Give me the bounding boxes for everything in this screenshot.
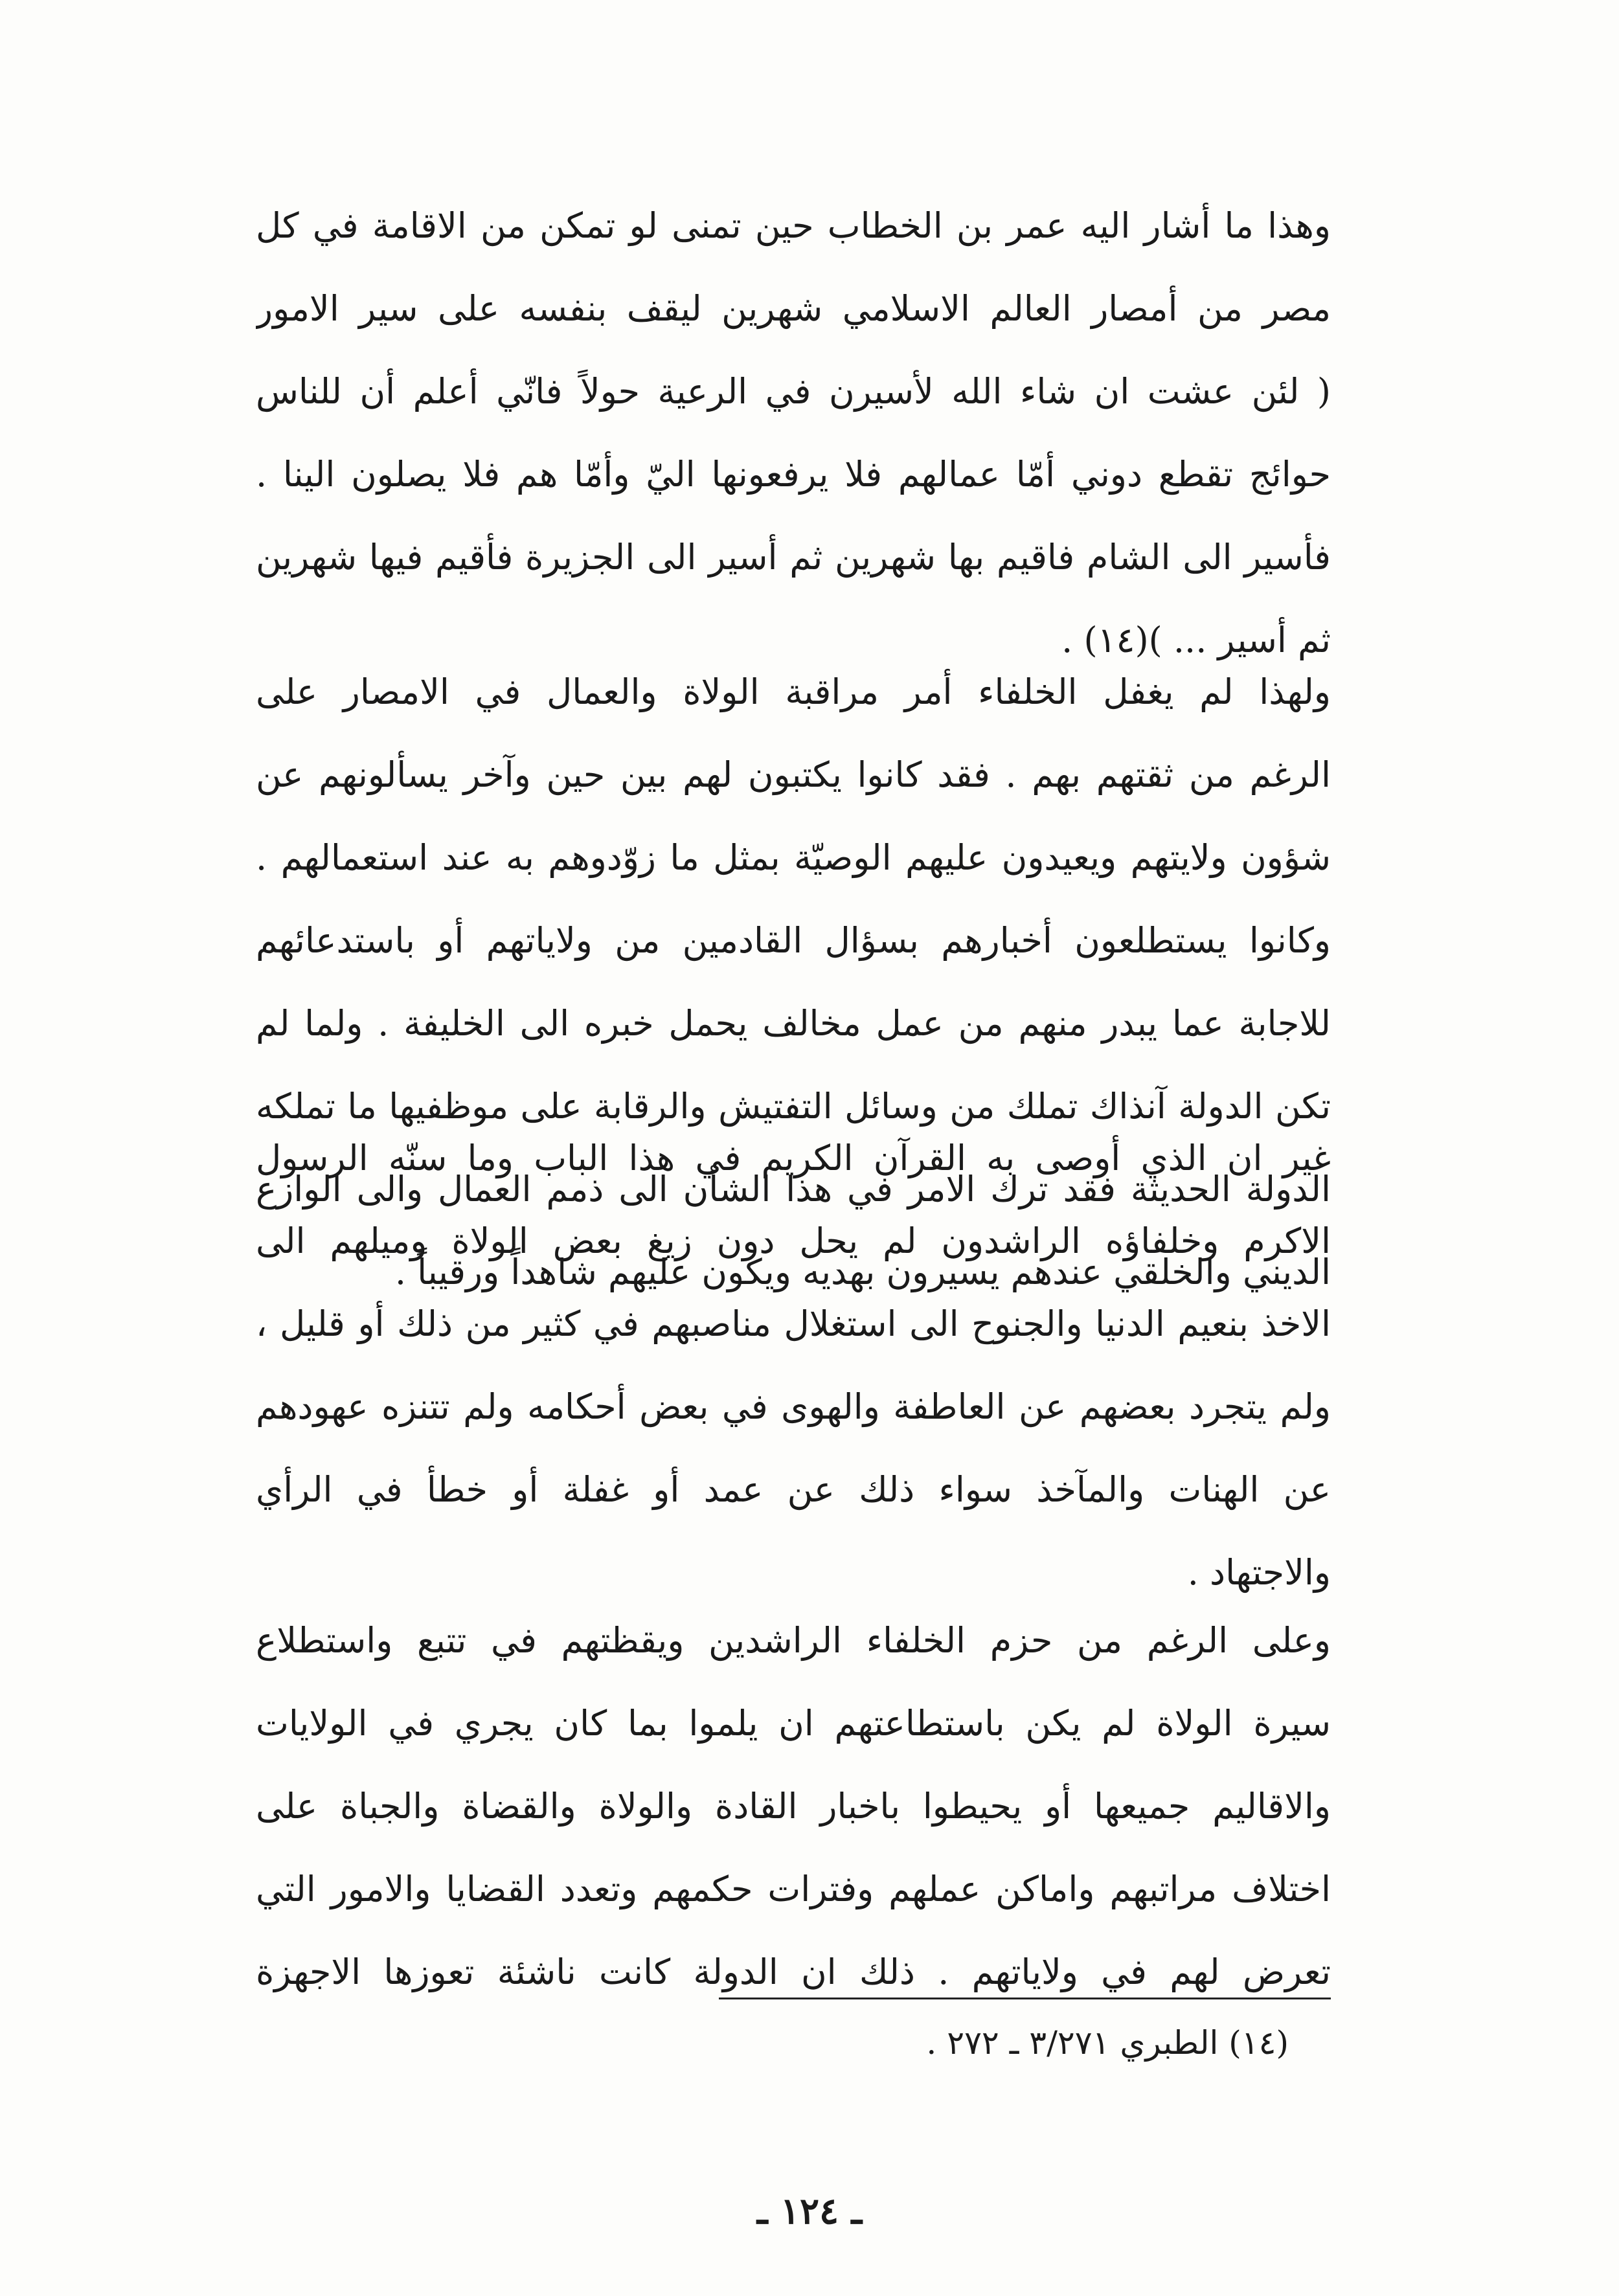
text-line: اختلاف مراتبهم واماكن عملهم وفترات حكمهم وتعدد القضايا والامور التي [256,1869,1331,1909]
text-line: الاكرم وخلفاؤه الراشدون لم يحل دون زيغ بعض الولاة وميلهم الى [256,1221,1331,1261]
paragraph-1 [256,185,1331,682]
text-line: الرغم من ثقتهم بهم . فقد كانوا يكتبون لهم بين حين وآخر يسألونهم عن [256,754,1331,795]
text-line: غير ان الذي أوصى به القرآن الكريم في هذا الباب وما سنّه الرسول [256,1138,1331,1178]
text-line: حوائج تقطع دوني أمّا عمالهم فلا يرفعونها اليّ وأمّا هم فلا يصلون الينا . [256,454,1331,495]
text-line: تعرض لهم في ولاياتهم . ذلك ان الدولة كانت ناشئة تعوزها الاجهزة [256,1952,1331,1992]
text-line: والاقاليم جميعها أو يحيطوا باخبار القادة والولاة والقضاة والجباة على [256,1786,1331,1827]
paragraph-4 [256,1599,1331,2014]
paragraph-3 [256,1117,1331,1614]
text-line: ولم يتجرد بعضهم عن العاطفة والهوى في بعض أحكامه ولم تتنزه عهودهم [256,1386,1331,1427]
text-line: وكانوا يستطلعون أخبارهم بسؤال القادمين من ولاياتهم أو باستدعائهم [256,920,1331,961]
text-line: عن الهنات والمآخذ سواء ذلك عن عمد أو غفلة أو خطأ في الرأي [256,1469,1331,1510]
text-line: الاخذ بنعيم الدنيا والجنوح الى استغلال مناصبهم في كثير من ذلك أو قليل ، [256,1303,1331,1344]
text-line: الديني والخلقي عندهم يسيرون بهديه ويكون عليهم شاهداً ورقيباً . [394,1252,1331,1292]
footnote-divider [719,1998,1331,1999]
text-line: والاجتهاد . [1187,1552,1331,1593]
footnote: (١٤) الطبري ٣/٢٧١ ـ ٢٧٢ . [926,2024,1289,2062]
text-line: سيرة الولاة لم يكن باستطاعتهم ان يلموا بما كان يجري في الولايات [256,1703,1331,1744]
text-line: ثم أسير ... )(١٤) . [1061,620,1331,660]
text-line: ( لئن عشت ان شاء الله لأسيرن في الرعية حولاً فانّي أعلم أن للناس [256,371,1331,412]
text-line: وهذا ما أشار اليه عمر بن الخطاب حين تمنى لو تمكن من الاقامة في كل [256,205,1331,246]
text-line: الدولة الحديثة فقد ترك الامر في هذا الشأن الى ذمم العمال والى الوازع [256,1169,1331,1210]
text-line: مصر من أمصار العالم الاسلامي شهرين ليقف بنفسه على سير الامور [256,288,1331,329]
text-line: ولهذا لم يغفل الخلفاء أمر مراقبة الولاة والعمال في الامصار على [256,671,1331,712]
text-line: تكن الدولة آنذاك تملك من وسائل التفتيش والرقابة على موظفيها ما تملكه [256,1086,1331,1127]
text-line: شؤون ولايتهم ويعيدون عليهم الوصيّة بمثل ما زوّدوهم به عند استعمالهم . [256,837,1331,878]
text-line: فأسير الى الشام فاقيم بها شهرين ثم أسير الى الجزيرة فأقيم فيها شهرين [256,537,1331,578]
page-number: ـ ١٢٤ ـ [756,2190,863,2233]
text-line: للاجابة عما يبدر منهم من عمل مخالف يحمل خبره الى الخليفة . ولما لم [256,1003,1331,1044]
text-line: وعلى الرغم من حزم الخلفاء الراشدين ويقظتهم في تتبع واستطلاع [256,1620,1331,1661]
